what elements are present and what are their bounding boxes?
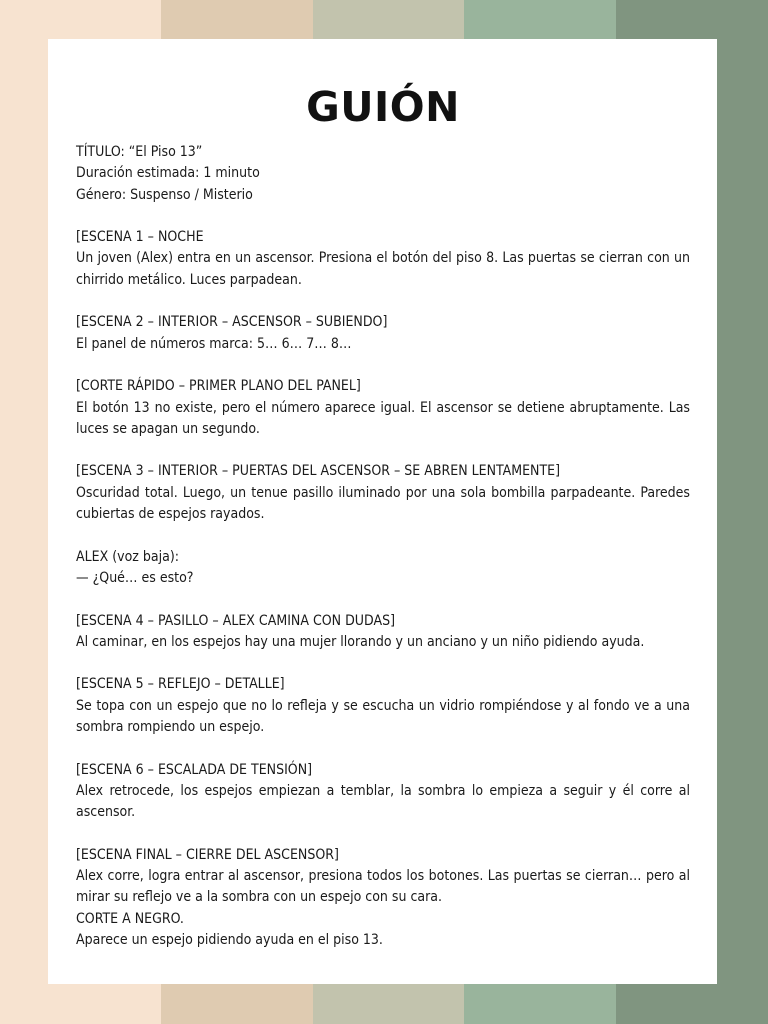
scene-text: El botón 13 no existe, pero el número aparece igual. El ascensor se detiene abruptamente. Las luces se apagan un segundo. <box>76 399 690 437</box>
scene-heading: [ESCENA 5 – REFLEJO – DETALLE] <box>76 676 285 693</box>
scene-heading: [ESCENA 4 – PASILLO – ALEX CAMINA CON DUDAS] <box>76 612 395 629</box>
scene-text: Alex retrocede, los espejos empiezan a temblar, la sombra lo empieza a seguir y él corre al ascensor. <box>76 782 690 821</box>
scene-5 <box>76 674 690 738</box>
dialogue-line: — ¿Qué… es esto? <box>76 569 194 586</box>
document-title: GUIÓN <box>306 83 460 131</box>
scene-final <box>76 845 690 951</box>
scene-text: Alex corre, logra entrar al ascensor, presiona todos los botones. Las puertas se cierran… pero al mirar su reflejo ve a la sombra con un espejo con su cara. <box>76 868 690 906</box>
scene-heading: [ESCENA 1 – NOCHE <box>76 229 204 246</box>
character-name: ALEX (voz baja): <box>76 548 179 565</box>
meta-block <box>76 142 690 206</box>
scene-text: Oscuridad total. Luego, un tenue pasillo iluminado por una sola bombilla parpadeante. Paredes cubiertas de espejos rayados. <box>76 484 690 523</box>
scene-heading: [ESCENA 2 – INTERIOR – ASCENSOR – SUBIENDO] <box>76 314 388 331</box>
scene-text: Al caminar, en los espejos hay una mujer llorando y un anciano y un niño pidiendo ayuda. <box>76 633 645 650</box>
scene-1 <box>76 227 690 291</box>
scene-heading: [ESCENA 3 – INTERIOR – PUERTAS DEL ASCENSOR – SE ABREN LENTAMENTE] <box>76 463 561 480</box>
scene-heading: [ESCENA 6 – ESCALADA DE TENSIÓN] <box>76 761 313 778</box>
quick-cut <box>76 376 690 440</box>
scene-4 <box>76 611 690 654</box>
script-page <box>48 39 717 984</box>
cut-to-black: CORTE A NEGRO. <box>76 910 184 927</box>
scene-heading: [CORTE RÁPIDO – PRIMER PLANO DEL PANEL] <box>76 378 361 395</box>
scene-text: El panel de números marca: 5… 6… 7… 8… <box>76 335 352 352</box>
scene-6 <box>76 760 690 824</box>
scene-text: Se topa con un espejo que no lo refleja y se escucha un vidrio rompiéndose y al fondo ve a una sombra rompiendo un espejo. <box>76 697 690 736</box>
dialogue-alex <box>76 547 690 590</box>
meta-duration: Duración estimada: 1 minuto <box>76 165 260 182</box>
meta-genre: Género: Suspenso / Misterio <box>76 186 253 203</box>
closing-line: Aparece un espejo pidiendo ayuda en el piso 13. <box>76 931 383 948</box>
scene-2 <box>76 312 690 355</box>
script-content <box>76 142 690 951</box>
scene-heading: [ESCENA FINAL – CIERRE DEL ASCENSOR] <box>76 846 339 863</box>
scene-3 <box>76 461 690 525</box>
scene-text: Un joven (Alex) entra en un ascensor. Presiona el botón del piso 8. Las puertas se cierran con un chirrido metálico. Luces parpadean. <box>76 250 690 288</box>
meta-title: TÍTULO: “El Piso 13” <box>76 144 203 160</box>
